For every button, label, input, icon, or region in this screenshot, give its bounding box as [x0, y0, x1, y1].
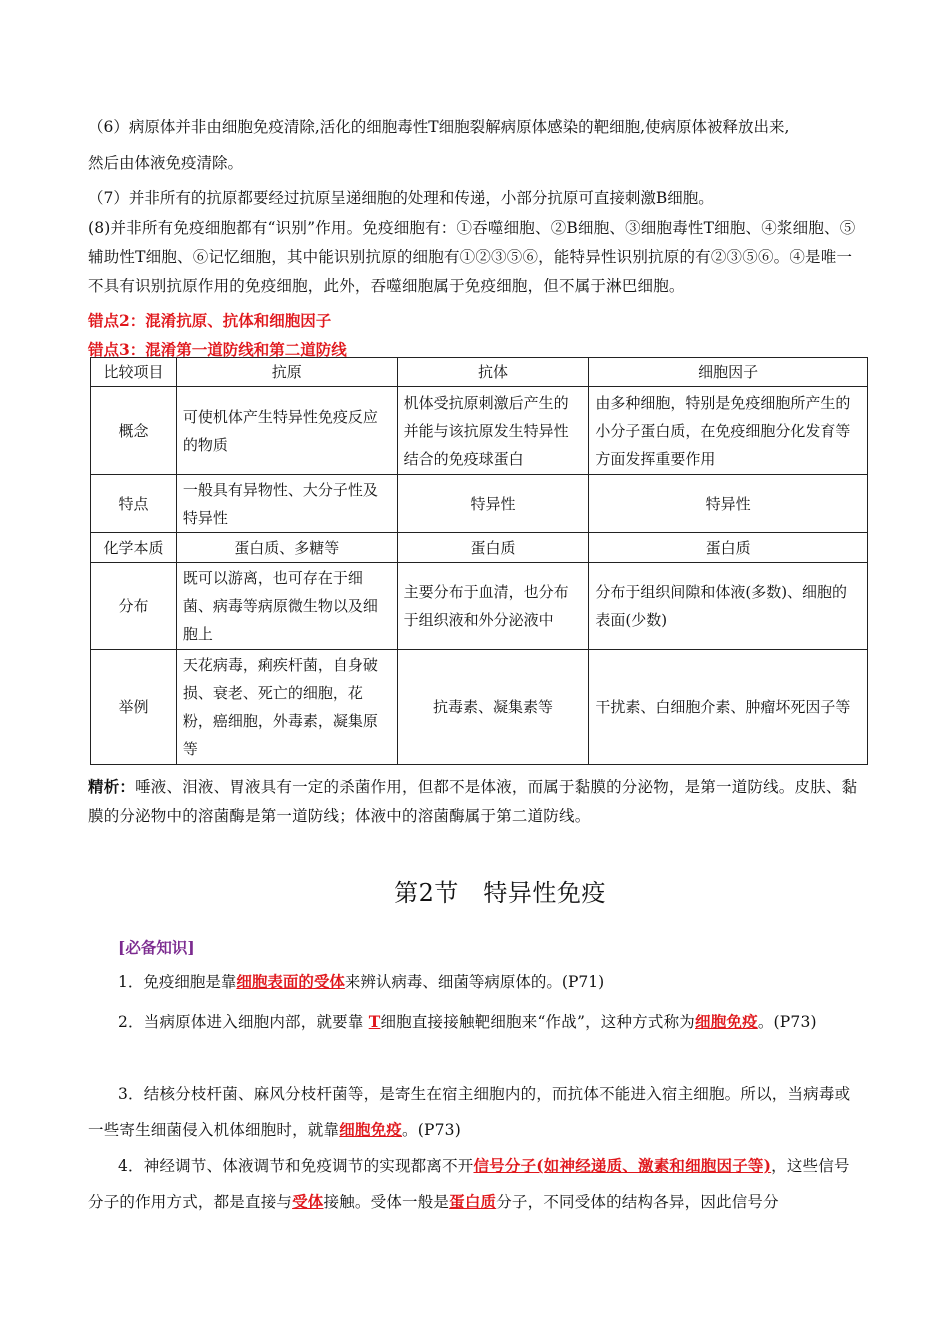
knowledge-text: 4．神经调节、体液调节和免疫调节的实现都离不开 [118, 1157, 474, 1175]
table-cell: 一般具有异物性、大分子性及特异性 [176, 475, 397, 533]
header-cell: 抗体 [397, 358, 589, 387]
paragraph-7: （7）并非所有的抗原都要经过抗原呈递细胞的处理和传递，小部分抗原可直接刺激B细胞。 [88, 189, 714, 207]
table-cell: 可使机体产生特异性免疫反应的物质 [176, 387, 397, 475]
table-cell: 由多种细胞，特别是免疫细胞所产生的小分子蛋白质，在免疫细胞分化发育等方面发挥重要作用 [589, 387, 868, 475]
table-cell: 干扰素、白细胞介素、肿瘤坏死因子等 [589, 650, 868, 765]
table-cell: 机体受抗原刺激后产生的并能与该抗原发生特异性结合的免疫球蛋白 [397, 387, 589, 475]
header-cell: 细胞因子 [589, 358, 868, 387]
error-point-2-heading: 错点2：混淆抗原、抗体和细胞因子 [88, 311, 332, 330]
answer-highlight: T [368, 1012, 381, 1031]
table-cell: 抗毒素、凝集素等 [397, 650, 589, 765]
header-cell: 抗原 [176, 358, 397, 387]
knowledge-tag: [必备知识] [118, 938, 195, 957]
table-cell: 主要分布于血清，也分布于组织液和外分泌液中 [397, 563, 589, 650]
table-header-row [91, 358, 868, 387]
knowledge-text: 细胞直接接触靶细胞来“作战”，这种方式称为 [380, 1013, 695, 1031]
table-row [91, 387, 868, 475]
table-row [91, 533, 868, 563]
table-cell: 既可以游离，也可存在于细菌、病毒等病原微生物以及细胞上 [176, 563, 397, 650]
header-cell: 比较项目 [91, 358, 177, 387]
table-row [91, 650, 868, 765]
analysis-paragraph [88, 772, 864, 831]
knowledge-text: ，这些信号分子的作用方式，都是直接与 [88, 1157, 850, 1211]
table-row [91, 563, 868, 650]
answer-highlight: 细胞免疫 [695, 1012, 758, 1031]
row-label: 分布 [91, 563, 177, 650]
knowledge-text: 分子，不同受体的结构各异，因此信号分 [496, 1193, 779, 1211]
knowledge-text: 3．结核分枝杆菌、麻风分枝杆菌等，是寄生在宿主细胞内的，而抗体不能进入宿主细胞。所以，当病毒或一些寄生细菌侵入机体细胞时，就靠 [88, 1085, 851, 1139]
table-cell: 蛋白质、多糖等 [176, 533, 397, 563]
knowledge-text: 。(P73) [757, 1013, 817, 1031]
table-cell: 蛋白质 [589, 533, 868, 563]
knowledge-item-2 [88, 1004, 864, 1040]
analysis-label: 精析： [88, 777, 136, 796]
paragraph-6-line-1: （6）病原体并非由细胞免疫清除,活化的细胞毒性T细胞裂解病原体感染的靶细胞,使病原体被释放出来, [88, 118, 790, 136]
analysis-text: 唾液、泪液、胃液具有一定的杀菌作用，但都不是体液，而属于黏膜的分泌物，是第一道防线。皮肤、黏膜的分泌物中的溶菌酶是第一道防线；体液中的溶菌酶属于第二道防线。 [88, 778, 858, 825]
knowledge-text: 。(P73) [402, 1121, 461, 1139]
paragraph-8: (8)并非所有免疫细胞都有“识别”作用。免疫细胞有：①吞噬细胞、②B细胞、③细胞毒性T细胞、④浆细胞、⑤辅助性T细胞、⑥记忆细胞，其中能识别抗原的细胞有①②③⑤⑥，能特异性识别抗原的有②③⑤⑥。④是唯一不具有识别抗原作用的免疫细胞，此外，吞噬细胞属于免疫细胞，但不属于淋巴细胞。 [88, 219, 856, 295]
knowledge-text: 1．免疫细胞是靠 [118, 973, 237, 991]
comparison-table [90, 357, 868, 765]
table-cell: 天花病毒，痢疾杆菌，自身破损、衰老、死亡的细胞，花粉，癌细胞，外毒素，凝集原等 [176, 650, 397, 765]
table-row [91, 475, 868, 533]
table-cell: 分布于组织间隙和体液(多数)、细胞的表面(少数) [589, 563, 868, 650]
row-label: 举例 [91, 650, 177, 765]
answer-highlight: 细胞免疫 [339, 1120, 403, 1139]
answer-highlight: 细胞表面的受体 [236, 972, 345, 991]
row-label: 特点 [91, 475, 177, 533]
answer-highlight: 受体 [292, 1192, 324, 1211]
table-cell: 特异性 [397, 475, 589, 533]
answer-highlight: 蛋白质 [449, 1192, 497, 1211]
knowledge-item-4 [88, 1148, 864, 1220]
row-label: 概念 [91, 387, 177, 475]
knowledge-text: 来辨认病毒、细菌等病原体的。(P71) [344, 973, 605, 991]
knowledge-item-3 [88, 1076, 864, 1148]
row-label: 化学本质 [91, 533, 177, 563]
paragraph-6-line-2: 然后由体液免疫清除。 [88, 154, 244, 172]
table-cell: 特异性 [589, 475, 868, 533]
error-point-3-heading: 错点3：混淆第一道防线和第二道防线 [88, 340, 347, 359]
knowledge-item-1 [118, 970, 604, 994]
knowledge-text: 接触。受体一般是 [323, 1193, 450, 1211]
knowledge-text: 2．当病原体进入细胞内部，就要靠 [118, 1013, 369, 1031]
section-title: 第2节 特异性免疫 [394, 879, 606, 907]
answer-highlight: 信号分子(如神经递质、激素和细胞因子等) [473, 1156, 772, 1175]
table-cell: 蛋白质 [397, 533, 589, 563]
